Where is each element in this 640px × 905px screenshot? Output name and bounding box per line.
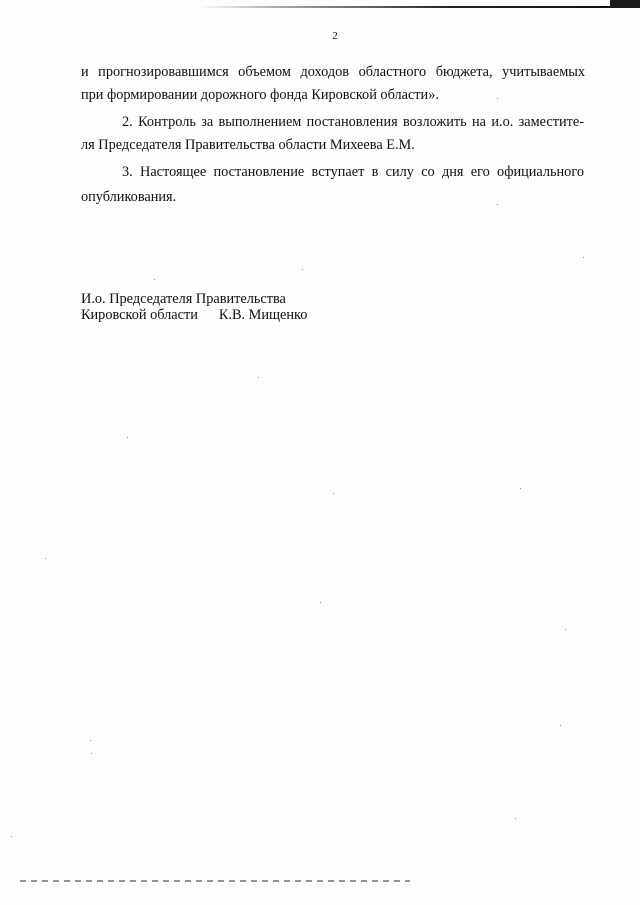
scan-speck [11,836,12,837]
scan-speck [127,437,128,438]
signature-region: Кировской области [81,307,198,323]
scan-speck [320,602,321,603]
scan-speck [302,269,303,270]
signature-name: К.В. Мищенко [218,307,308,323]
scan-speck [520,488,521,489]
body-line-5: 3. Настоящее постановление вступает в силу со дня его официального [122,164,584,180]
scan-speck [154,279,155,280]
scan-speck [583,257,584,258]
body-line-2: при формировании дорожного фонда Кировской области». [81,87,439,103]
scan-speck [333,493,334,494]
page-number: 2 [332,30,338,42]
scan-speck [497,98,498,99]
scan-speck [497,204,498,205]
body-line-3: 2. Контроль за выполнением постановления возложить на и.о. заместите- [122,114,584,130]
signature-title: И.о. Председателя Правительства [81,291,286,307]
body-line-4: ля Председателя Правительства области Михеева Е.М. [81,137,415,153]
body-line-6: опубликования. [81,189,177,205]
body-line-1: и прогнозировавшимся объемом доходов областного бюджета, учитываемых [81,64,585,80]
signature-line [81,306,307,324]
scan-speck [560,725,561,726]
scan-speck [258,377,259,378]
scan-speck [45,558,46,559]
scan-edge-top [200,6,616,8]
scan-speck [515,818,516,819]
scan-edge-corner [610,0,640,8]
scan-speck [91,753,92,754]
scan-speck [565,629,566,630]
scan-speck [90,740,91,741]
scan-edge-bottom [20,880,410,882]
